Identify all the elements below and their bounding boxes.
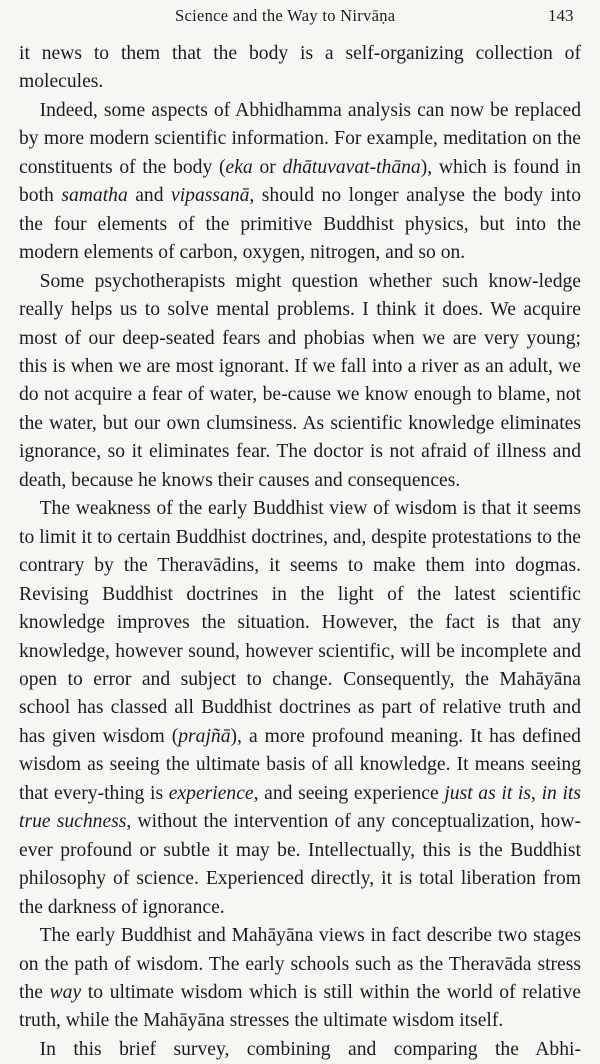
paragraph-1 xyxy=(19,40,581,97)
text-run: ), a more profound meaning. It has defined wisdom as seeing the ultimate basis of all knowledge. It means seeing that every-thing is xyxy=(19,725,581,804)
text-run: , should no longer analyse the body into the four elements of the primitive Buddhist physics, but into the modern elements of carbon, oxygen, nitrogen, and so on. xyxy=(19,185,582,264)
paragraph-6 xyxy=(19,1036,581,1064)
paragraph-3 xyxy=(19,268,581,496)
italic-term: eka xyxy=(225,156,253,178)
italic-term: vipassanā xyxy=(171,185,250,207)
paragraph-2 xyxy=(19,97,581,268)
paragraph-4 xyxy=(19,495,581,922)
text-run: or xyxy=(252,156,283,178)
italic-term: prajñā xyxy=(178,725,231,747)
text-run: ), which is found in both xyxy=(19,156,581,207)
text-run: Some psychotherapists might question whether such know-ledge really helps us to solve mental problems. I think it does. We acquire most of our deep-seated fears and phobias when we are very young; this is when we are most ignorant. If we fall into a river as an adult, we do not acquire a fear of water, be-cause we know enough to blame, not the water, but our own clumsiness. As scientific knowledge eliminates ignorance, so it eliminates fear. The doctor is not afraid of illness and death, because he knows their causes and consequences. xyxy=(19,270,581,491)
italic-term: experience xyxy=(168,782,254,804)
page-header xyxy=(0,6,600,30)
paragraph-5 xyxy=(19,922,581,1036)
page-number: 143 xyxy=(548,6,574,25)
running-title: Science and the Way to Nirvāṇa xyxy=(175,6,396,25)
text-run: , xyxy=(531,782,542,804)
italic-term: dhātuvavat-thāna xyxy=(282,156,421,178)
italic-term: in its true suchness xyxy=(19,782,581,833)
text-run: Indeed, some aspects of Abhidhamma analysis can now be replaced by more modern scientific information. For example, meditation on the constituents of the body ( xyxy=(19,99,581,178)
italic-term: way xyxy=(49,981,82,1003)
text-run: The weakness of the early Buddhist view of wisdom is that it seems to limit it to certain Buddhist doctrines, and, despite protestations to the contrary by the Theravādins, it seems to make them into dogmas. Revising Buddhist doctrines in the light of the latest scientific knowledge improves the situation. However, the fact is that any knowledge, however sound, however scientific, will be incomplete and open to error and subject to change. Consequently, the Mahāyāna school has classed all Buddhist doctrines as part of relative truth and has given wisdom ( xyxy=(19,498,581,747)
italic-term: just as it is xyxy=(444,782,532,804)
text-run: and xyxy=(127,185,172,207)
body-text xyxy=(19,40,581,1064)
italic-term: samatha xyxy=(61,185,128,207)
text-run: The early Buddhist and Mahāyāna views in fact describe two stages on the path of wisdom. The early schools such as the Theravāda stress the xyxy=(19,925,581,1003)
text-run: , and seeing experience xyxy=(253,782,445,804)
text-run: In this brief survey, combining and comparing the Abhi- xyxy=(39,1038,581,1060)
text-run: to ultimate wisdom which is still within the world of relative truth, while the Mahāyāna stresses the ultimate wisdom itself. xyxy=(19,981,581,1032)
text-run: , without the intervention of any conceptualization, how-ever profound or subtle it may be. Intellectually, this is the Buddhist philosophy of science. Experienced directly, it is total liberation from the darkness of ignorance. xyxy=(19,811,581,918)
text-run: it news to them that the body is a self-organizing collection of molecules. xyxy=(19,43,581,93)
